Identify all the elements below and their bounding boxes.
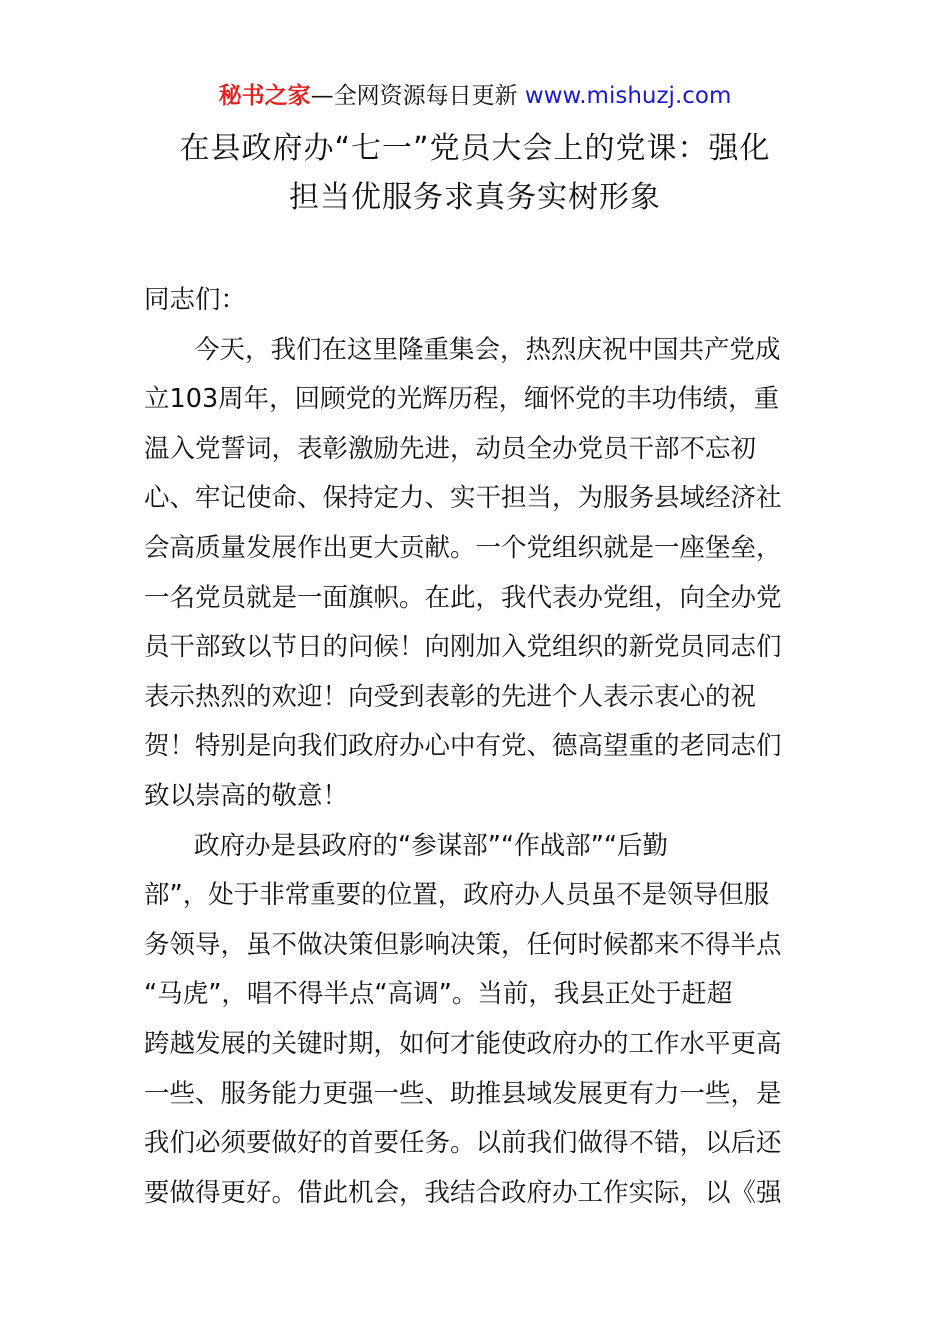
title-line: 担当优服务求真务实树形象	[289, 180, 661, 215]
paragraph-line: 立103周年，回顾党的光辉历程，缅怀党的丰功伟绩，重	[144, 384, 780, 415]
paragraph-line: 一些、服务能力更强一些、助推县域发展更有力一些，是	[144, 1078, 782, 1109]
paragraph-line: 员干部致以节日的问候！向刚加入党组织的新党员同志们	[144, 632, 782, 663]
site-header	[0, 80, 950, 112]
header-tagline: —全网资源每日更新	[310, 83, 518, 109]
site-url-link[interactable]: www.mishuzj.com	[524, 83, 732, 109]
document-body	[144, 276, 808, 1218]
brand-name: 秘书之家	[218, 83, 311, 109]
paragraph-line: 要做得更好。借此机会，我结合政府办工作实际，以《强	[144, 1177, 782, 1208]
paragraph-line: 政府办是县政府的“参谋部”“作战部”“后勤	[194, 830, 669, 861]
paragraph-line: 跨越发展的关键时期，如何才能使政府办的工作水平更高	[144, 1028, 782, 1059]
title-line: 在县政府办“七一”党员大会上的党课：强化	[179, 131, 771, 166]
paragraph-line: 我们必须要做好的首要任务。以前我们做得不错，以后还	[144, 1128, 782, 1159]
document-title	[120, 124, 830, 222]
paragraph-line: 一名党员就是一面旗帜。在此，我代表办党组，向全办党	[144, 582, 782, 613]
paragraph-line: 心、牢记使命、保持定力、实干担当，为服务县域经济社	[144, 483, 782, 514]
paragraph-line: 部”，处于非常重要的位置，政府办人员虽不是领导但服	[144, 880, 770, 911]
salutation: 同志们：	[144, 285, 247, 315]
paragraph-line: 贺！特别是向我们政府办心中有党、德高望重的老同志们	[144, 731, 782, 762]
paragraph-line: 务领导，虽不做决策但影响决策，任何时候都来不得半点	[144, 929, 782, 960]
paragraph-line: 温入党誓词，表彰激励先进，动员全办党员干部不忘初	[144, 433, 757, 464]
paragraph-line: 表示热烈的欢迎！向受到表彰的先进个人表示衷心的祝	[144, 681, 757, 712]
paragraph-line: 致以崇高的敬意！	[144, 780, 349, 811]
paragraph-line: 会高质量发展作出更大贡献。一个党组织就是一座堡垒，	[144, 532, 782, 563]
paragraph-line: “马虎”，唱不得半点“高调”。当前，我县正处于赶超	[144, 979, 733, 1010]
paragraph-line: 今天，我们在这里隆重集会，热烈庆祝中国共产党成	[194, 334, 781, 365]
